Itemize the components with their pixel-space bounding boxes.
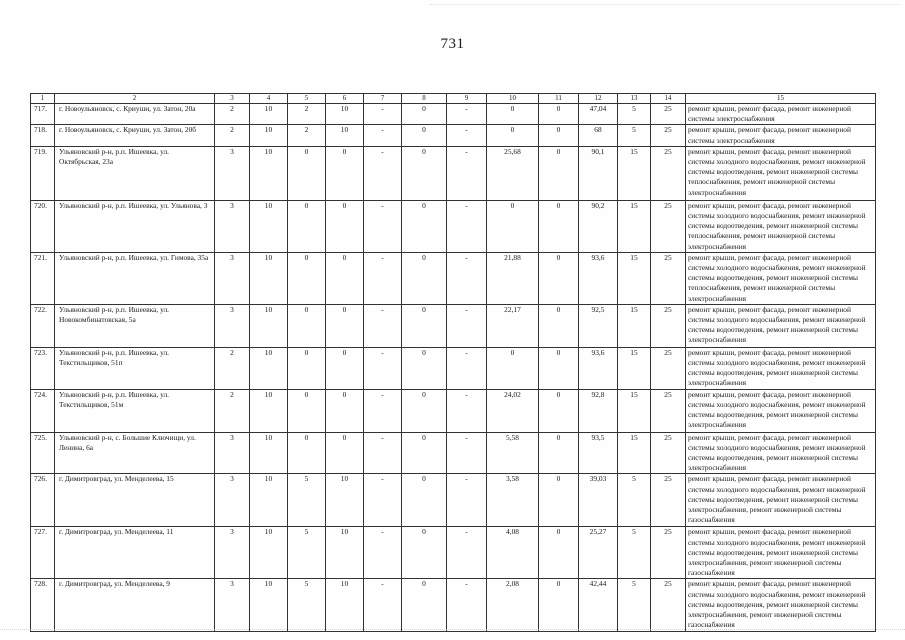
col-5-cell: 0 — [288, 200, 326, 252]
address-cell: Ульяновский р-н, р.п. Ишеевка, ул. Новокомбинатовская, 5а — [55, 304, 215, 347]
col-13-cell: 15 — [618, 252, 651, 304]
col-14-cell: 25 — [651, 252, 686, 304]
col-12-cell: 90,1 — [579, 146, 618, 200]
col-4-cell: 10 — [250, 104, 288, 125]
col-8-cell: 0 — [402, 389, 447, 432]
col-9-cell: - — [447, 389, 487, 432]
col-9-cell: - — [447, 125, 487, 146]
col-12-cell: 47,04 — [579, 104, 618, 125]
col-4-cell: 10 — [250, 432, 288, 474]
col-14-cell: 25 — [651, 200, 686, 252]
row-number: 726. — [31, 474, 55, 527]
col-5-cell: 0 — [288, 389, 326, 432]
col-6-cell: 10 — [326, 104, 364, 125]
address-cell: Ульяновский р-н, р.п. Ишеевка, ул. Гимова, 35а — [55, 252, 215, 304]
works-list-cell: ремонт крыши, ремонт фасада, ремонт инженерной системы холодного водоснабжения, ремонт инженерной системы водоотведения, ремонт инженерной системы теплоснабжения, ремонт инженерной системы электроснабжения — [686, 146, 876, 200]
col-11-cell: 0 — [539, 200, 579, 252]
column-number-15: 15 — [686, 94, 876, 104]
col-14-cell: 25 — [651, 304, 686, 347]
column-number-row — [31, 94, 876, 104]
col-7-cell: - — [364, 579, 402, 632]
col-10-cell: 3,58 — [487, 474, 539, 527]
col-3-cell: 2 — [215, 125, 250, 146]
row-number: 723. — [31, 347, 55, 389]
col-11-cell: 0 — [539, 146, 579, 200]
col-14-cell: 25 — [651, 104, 686, 125]
col-11-cell: 0 — [539, 432, 579, 474]
col-10-cell: 0 — [487, 347, 539, 389]
col-4-cell: 10 — [250, 527, 288, 579]
col-11-cell: 0 — [539, 389, 579, 432]
col-7-cell: - — [364, 389, 402, 432]
col-14-cell: 25 — [651, 125, 686, 146]
table-row — [31, 347, 876, 389]
col-7-cell: - — [364, 252, 402, 304]
column-number-9: 9 — [447, 94, 487, 104]
column-number-13: 13 — [618, 94, 651, 104]
column-number-6: 6 — [326, 94, 364, 104]
col-10-cell: 25,68 — [487, 146, 539, 200]
row-number: 717. — [31, 104, 55, 125]
table-row — [31, 527, 876, 579]
col-11-cell: 0 — [539, 304, 579, 347]
col-3-cell: 3 — [215, 579, 250, 632]
col-13-cell: 15 — [618, 432, 651, 474]
col-6-cell: 10 — [326, 474, 364, 527]
col-8-cell: 0 — [402, 252, 447, 304]
col-14-cell: 25 — [651, 579, 686, 632]
col-5-cell: 0 — [288, 347, 326, 389]
col-9-cell: - — [447, 527, 487, 579]
col-14-cell: 25 — [651, 146, 686, 200]
col-7-cell: - — [364, 304, 402, 347]
address-cell: г. Новоульяновск, с. Криуши, ул. Затон, 20б — [55, 125, 215, 146]
column-number-1: 1 — [31, 94, 55, 104]
col-14-cell: 25 — [651, 432, 686, 474]
table-row — [31, 104, 876, 125]
col-6-cell: 0 — [326, 200, 364, 252]
row-number: 727. — [31, 527, 55, 579]
col-11-cell: 0 — [539, 527, 579, 579]
col-7-cell: - — [364, 200, 402, 252]
works-list-cell: ремонт крыши, ремонт фасада, ремонт инженерной системы холодного водоснабжения, ремонт инженерной системы водоотведения, ремонт инженерной системы электроснабжения — [686, 304, 876, 347]
table-row — [31, 146, 876, 200]
col-9-cell: - — [447, 252, 487, 304]
col-11-cell: 0 — [539, 125, 579, 146]
address-cell: Ульяновский р-н, р.п. Ишеевка, ул. Октябрьская, 23а — [55, 146, 215, 200]
col-7-cell: - — [364, 125, 402, 146]
column-number-5: 5 — [288, 94, 326, 104]
col-4-cell: 10 — [250, 200, 288, 252]
col-7-cell: - — [364, 347, 402, 389]
col-4-cell: 10 — [250, 474, 288, 527]
col-4-cell: 10 — [250, 252, 288, 304]
col-10-cell: 2,08 — [487, 579, 539, 632]
col-5-cell: 2 — [288, 125, 326, 146]
col-11-cell: 0 — [539, 104, 579, 125]
address-cell: Ульяновский р-н, р.п. Ишеевка, ул. Текстильщиков, 51м — [55, 389, 215, 432]
col-9-cell: - — [447, 104, 487, 125]
table-row — [31, 200, 876, 252]
col-13-cell: 15 — [618, 389, 651, 432]
row-number: 725. — [31, 432, 55, 474]
col-13-cell: 5 — [618, 104, 651, 125]
works-list-cell: ремонт крыши, ремонт фасада, ремонт инженерной системы электроснабжения — [686, 104, 876, 125]
col-13-cell: 15 — [618, 304, 651, 347]
col-11-cell: 0 — [539, 252, 579, 304]
col-5-cell: 0 — [288, 304, 326, 347]
column-number-2: 2 — [55, 94, 215, 104]
col-10-cell: 0 — [487, 125, 539, 146]
col-6-cell: 0 — [326, 347, 364, 389]
col-14-cell: 25 — [651, 347, 686, 389]
col-11-cell: 0 — [539, 474, 579, 527]
col-6-cell: 0 — [326, 304, 364, 347]
row-number: 718. — [31, 125, 55, 146]
table-row — [31, 432, 876, 474]
col-11-cell: 0 — [539, 579, 579, 632]
col-3-cell: 3 — [215, 146, 250, 200]
col-12-cell: 42,44 — [579, 579, 618, 632]
address-cell: г. Димитровград, ул. Менделеева, 15 — [55, 474, 215, 527]
col-9-cell: - — [447, 304, 487, 347]
address-cell: г. Димитровград, ул. Менделеева, 11 — [55, 527, 215, 579]
col-9-cell: - — [447, 146, 487, 200]
address-cell: г. Димитровград, ул. Менделеева, 9 — [55, 579, 215, 632]
col-9-cell: - — [447, 432, 487, 474]
col-6-cell: 0 — [326, 432, 364, 474]
col-4-cell: 10 — [250, 579, 288, 632]
row-number: 724. — [31, 389, 55, 432]
col-13-cell: 5 — [618, 125, 651, 146]
row-number: 719. — [31, 146, 55, 200]
col-7-cell: - — [364, 432, 402, 474]
col-7-cell: - — [364, 146, 402, 200]
works-list-cell: ремонт крыши, ремонт фасада, ремонт инженерной системы холодного водоснабжения, ремонт инженерной системы водоотведения, ремонт инженерной системы теплоснабжения, ремонт инженерной системы электроснабжения — [686, 252, 876, 304]
col-6-cell: 0 — [326, 252, 364, 304]
col-9-cell: - — [447, 347, 487, 389]
col-10-cell: 0 — [487, 200, 539, 252]
col-12-cell: 25,27 — [579, 527, 618, 579]
col-8-cell: 0 — [402, 579, 447, 632]
col-10-cell: 4,08 — [487, 527, 539, 579]
col-8-cell: 0 — [402, 125, 447, 146]
col-6-cell: 10 — [326, 125, 364, 146]
address-cell: Ульяновский р-н, с. Большие Ключищи, ул. Ленина, 6а — [55, 432, 215, 474]
col-12-cell: 90,2 — [579, 200, 618, 252]
col-12-cell: 93,6 — [579, 252, 618, 304]
col-4-cell: 10 — [250, 304, 288, 347]
col-5-cell: 5 — [288, 527, 326, 579]
table-row — [31, 304, 876, 347]
table-row — [31, 252, 876, 304]
col-12-cell: 92,8 — [579, 389, 618, 432]
col-5-cell: 5 — [288, 474, 326, 527]
col-13-cell: 15 — [618, 146, 651, 200]
col-5-cell: 0 — [288, 432, 326, 474]
table-row — [31, 579, 876, 632]
column-number-8: 8 — [402, 94, 447, 104]
col-10-cell: 5,58 — [487, 432, 539, 474]
row-number: 728. — [31, 579, 55, 632]
col-3-cell: 2 — [215, 347, 250, 389]
column-number-4: 4 — [250, 94, 288, 104]
works-list-cell: ремонт крыши, ремонт фасада, ремонт инженерной системы холодного водоснабжения, ремонт инженерной системы водоотведения, ремонт инженерной системы электроснабжения — [686, 389, 876, 432]
col-6-cell: 0 — [326, 389, 364, 432]
col-3-cell: 3 — [215, 252, 250, 304]
col-3-cell: 3 — [215, 527, 250, 579]
col-3-cell: 2 — [215, 389, 250, 432]
table-row — [31, 389, 876, 432]
col-10-cell: 0 — [487, 104, 539, 125]
col-3-cell: 3 — [215, 432, 250, 474]
col-10-cell: 21,88 — [487, 252, 539, 304]
address-cell: Ульяновский р-н, р.п. Ишеевка, ул. Ульянова, 3 — [55, 200, 215, 252]
col-9-cell: - — [447, 200, 487, 252]
col-8-cell: 0 — [402, 304, 447, 347]
works-list-cell: ремонт крыши, ремонт фасада, ремонт инженерной системы холодного водоснабжения, ремонт инженерной системы водоотведения, ремонт инженерной системы теплоснабжения, ремонт инженерной системы электроснабжения — [686, 200, 876, 252]
col-7-cell: - — [364, 474, 402, 527]
repair-program-table — [30, 93, 876, 632]
col-7-cell: - — [364, 527, 402, 579]
col-5-cell: 2 — [288, 104, 326, 125]
works-list-cell: ремонт крыши, ремонт фасада, ремонт инженерной системы холодного водоснабжения, ремонт инженерной системы водоотведения, ремонт инженерной системы электроснабжения, ремонт инженерной системы газоснабжения — [686, 527, 876, 579]
scan-artifact-bottom — [0, 629, 905, 636]
col-8-cell: 0 — [402, 200, 447, 252]
col-6-cell: 10 — [326, 527, 364, 579]
col-4-cell: 10 — [250, 347, 288, 389]
works-list-cell: ремонт крыши, ремонт фасада, ремонт инженерной системы холодного водоснабжения, ремонт инженерной системы водоотведения, ремонт инженерной системы электроснабжения — [686, 432, 876, 474]
works-list-cell: ремонт крыши, ремонт фасада, ремонт инженерной системы холодного водоснабжения, ремонт инженерной системы водоотведения, ремонт инженерной системы электроснабжения — [686, 347, 876, 389]
column-number-11: 11 — [539, 94, 579, 104]
col-9-cell: - — [447, 579, 487, 632]
col-11-cell: 0 — [539, 347, 579, 389]
address-cell: г. Новоульяновск, с. Криуши, ул. Затон, 20а — [55, 104, 215, 125]
col-13-cell: 15 — [618, 200, 651, 252]
page-number: 731 — [440, 36, 465, 52]
works-list-cell: ремонт крыши, ремонт фасада, ремонт инженерной системы холодного водоснабжения, ремонт инженерной системы водоотведения, ремонт инженерной системы электроснабжения, ремонт инженерной системы газоснабжения — [686, 579, 876, 632]
col-8-cell: 0 — [402, 347, 447, 389]
col-6-cell: 10 — [326, 579, 364, 632]
col-12-cell: 39,03 — [579, 474, 618, 527]
works-list-cell: ремонт крыши, ремонт фасада, ремонт инженерной системы электроснабжения — [686, 125, 876, 146]
col-12-cell: 92,5 — [579, 304, 618, 347]
col-14-cell: 25 — [651, 474, 686, 527]
col-8-cell: 0 — [402, 146, 447, 200]
col-13-cell: 5 — [618, 474, 651, 527]
works-list-cell: ремонт крыши, ремонт фасада, ремонт инженерной системы холодного водоснабжения, ремонт инженерной системы водоотведения, ремонт инженерной системы электроснабжения, ремонт инженерной системы газоснабжения — [686, 474, 876, 527]
col-6-cell: 0 — [326, 146, 364, 200]
col-14-cell: 25 — [651, 389, 686, 432]
col-13-cell: 15 — [618, 347, 651, 389]
col-12-cell: 93,5 — [579, 432, 618, 474]
scan-artifact-top — [430, 4, 900, 7]
col-12-cell: 93,6 — [579, 347, 618, 389]
col-14-cell: 25 — [651, 527, 686, 579]
col-10-cell: 22,17 — [487, 304, 539, 347]
row-number: 722. — [31, 304, 55, 347]
col-3-cell: 3 — [215, 474, 250, 527]
col-3-cell: 3 — [215, 304, 250, 347]
column-number-12: 12 — [579, 94, 618, 104]
col-8-cell: 0 — [402, 527, 447, 579]
col-4-cell: 10 — [250, 125, 288, 146]
row-number: 720. — [31, 200, 55, 252]
col-8-cell: 0 — [402, 104, 447, 125]
col-12-cell: 68 — [579, 125, 618, 146]
table-body — [31, 94, 876, 632]
col-13-cell: 5 — [618, 579, 651, 632]
col-5-cell: 0 — [288, 252, 326, 304]
column-number-7: 7 — [364, 94, 402, 104]
address-cell: Ульяновский р-н, р.п. Ишеевка, ул. Текстильщиков, 51п — [55, 347, 215, 389]
table-row — [31, 474, 876, 527]
col-8-cell: 0 — [402, 474, 447, 527]
col-5-cell: 0 — [288, 146, 326, 200]
col-4-cell: 10 — [250, 146, 288, 200]
col-8-cell: 0 — [402, 432, 447, 474]
col-3-cell: 2 — [215, 104, 250, 125]
column-number-14: 14 — [651, 94, 686, 104]
col-13-cell: 5 — [618, 527, 651, 579]
col-10-cell: 24,02 — [487, 389, 539, 432]
table-row — [31, 125, 876, 146]
col-4-cell: 10 — [250, 389, 288, 432]
col-5-cell: 5 — [288, 579, 326, 632]
col-9-cell: - — [447, 474, 487, 527]
col-3-cell: 3 — [215, 200, 250, 252]
column-number-10: 10 — [487, 94, 539, 104]
row-number: 721. — [31, 252, 55, 304]
col-7-cell: - — [364, 104, 402, 125]
column-number-3: 3 — [215, 94, 250, 104]
